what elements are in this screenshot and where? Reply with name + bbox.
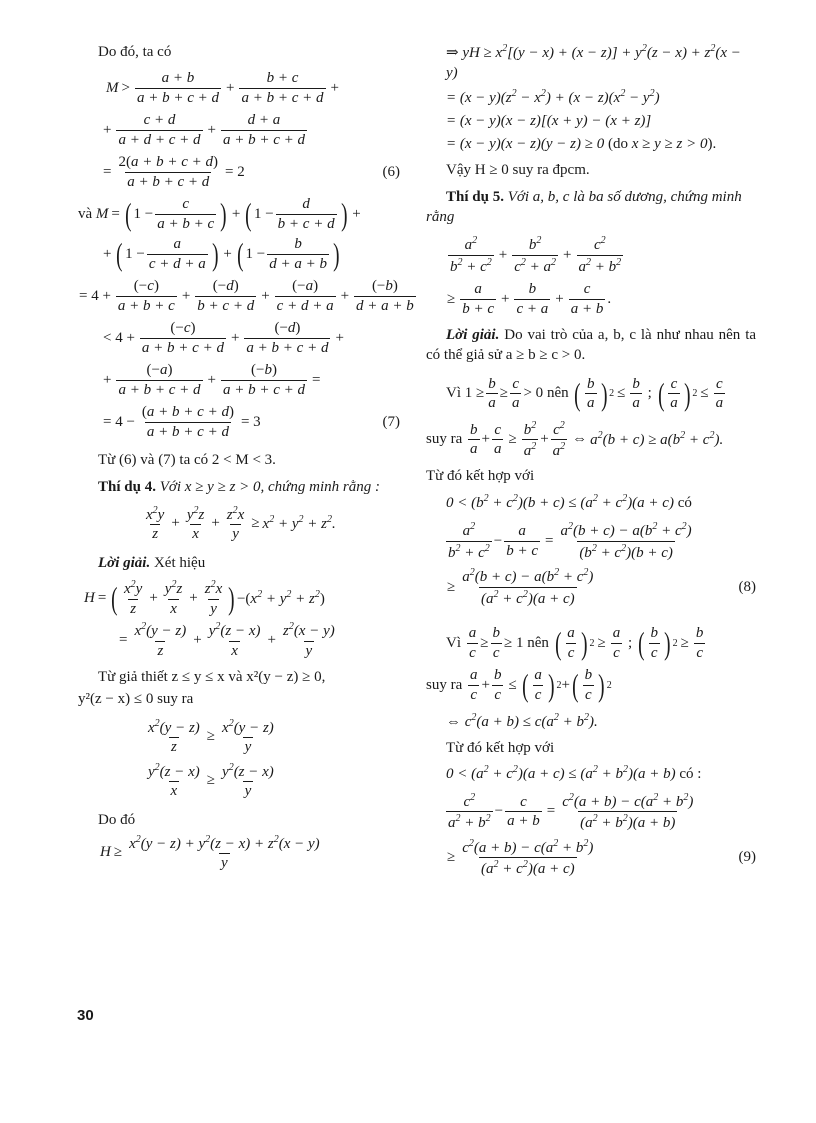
eq-diff-1: $\frac{a^2}{b^2 + c^2}$ − $\frac{a}{b + c}$ = $\frac{a^2(b + c) - a(b^2 + c^2)}{(b^2 + c^2)(b + c)}$ (448, 521, 692, 561)
tu-do-ket-hop-2: Từ đó kết hợp với (446, 740, 555, 757)
solution-4 (98, 553, 400, 573)
eq-vi-2: Vì $\frac{a}{c}$ ≥ $\frac{b}{c}$ ≥ 1 nên ( $\frac{a}{c}$ ) 2 ≥ $\frac{a}{c}$ ; ( $\frac{b}{c}$ ) 2 ≥ $\frac{b}{c}$ (446, 625, 704, 661)
solution4-label: Lời giải. (98, 554, 151, 571)
eq-example5-rhs: ≥ $\frac{a}{b + c}$ + $\frac{b}{c + a}$ + $\frac{c}{a + b}$ . (447, 281, 612, 317)
eq-six: = $\frac{2(a + b + c + d)}{a + b + c + d}$ = 2 (6) (103, 154, 400, 190)
eq-m-equals-cont: + ( 1 − $\frac{a}{c + d + a}$ ) + ( 1 − $\frac{b}{d + a + b}$ ) (103, 236, 340, 273)
eq-suy-ra-2: suy ra $\frac{a}{c}$ + $\frac{b}{c}$ ≤ ( $\frac{a}{c}$ ) 2 + ( $\frac{b}{c}$ ) 2 (426, 667, 612, 703)
eq-example4-statement: $\frac{x^2y}{z}$ + $\frac{y^2z}{x}$ + $\frac{z^2x}{y}$ ≥ $x^2 + y^2 + z^2$. (146, 504, 336, 543)
eq7-label: (7) (382, 413, 400, 430)
intro-text: Do đó, ta có (98, 44, 172, 60)
example4-text: Với x ≥ y ≥ z > 0, chứng minh rằng : (159, 478, 380, 495)
eq-h-expand: = $\frac{x^2(y - z)}{z}$ + $\frac{y^2(z - x)}{x}$ + $\frac{z^2(x - y)}{y}$ (119, 621, 335, 659)
do-do-text: Do đó (98, 811, 136, 828)
right-column (426, 42, 756, 878)
hypothesis-line-1: Từ giả thiết z ≤ y ≤ x và x²(y − z) ≥ 0, (98, 669, 326, 685)
eq6-label: (6) (382, 163, 400, 180)
nen-label-1: nên (546, 385, 569, 401)
eq-nine: ≥ $\frac{c^2(a + b) - c(a^2 + b^2)}{(a^2 + c^2)(a + c)}$ (9) (447, 837, 756, 878)
eq-diff-2: $\frac{c^2}{a^2 + b^2}$ − $\frac{c}{a + b}$ = $\frac{c^2(a + b) - c(a^2 + b^2)}{(a^2 + b^2)(a + b)}$ (448, 791, 694, 832)
example5-text: Với a, b, c là ba số dương, chứng minh rằng (426, 188, 742, 225)
eq-m-equals: và M = ( 1 − $\frac{c}{a + b + c}$ ) + ( 1 − $\frac{d}{b + c + d}$ ) + (78, 196, 361, 233)
suy-ra-label-1: suy ra (426, 431, 463, 447)
eq-yh-3: = (x − y)(x − z)[(x + y) − (x + z)] (446, 112, 652, 129)
vi-label-2: Vì (446, 634, 461, 651)
eq-positive-1: $0 < (b^2 + c^2)(b + c) \le (a^2 + c^2)(a + c)$ có (446, 492, 692, 511)
tu-do-ket-hop-1: Từ đó kết hợp với (426, 467, 535, 484)
solution4-text: Xét hiệu (153, 554, 206, 571)
eq-seven: = 4 − $\frac{(a + b + c + d)}{a + b + c + d}$ = 3 (7) (103, 404, 400, 440)
solution5-label: Lời giải. (446, 327, 500, 343)
eq8-label: (8) (738, 578, 756, 595)
eq9-label: (9) (738, 849, 756, 866)
eq-positive-2: $0 < (a^2 + c^2)(a + c) \le (a^2 + b^2)(a + b)$ có : (446, 763, 702, 782)
eq-less-than: < 4 + $\frac{(-c)}{a + b + c + d}$ + $\frac{(-d)}{a + b + c + d}$ + (103, 320, 344, 356)
example-4 (98, 477, 400, 497)
page-number: 30 (77, 1007, 94, 1024)
eq-yh-2: = $(x - y)(z^2 - x^2) + (x - z)(x^2 - y^2)$ (446, 87, 660, 106)
vi-label-1: Vì (446, 385, 461, 401)
nen-label-2: nên (527, 634, 549, 651)
solution5-text: Do vai trò của a, b, c là như nhau nên ta có thể giả sử a ≥ b ≥ c > 0. (426, 327, 757, 364)
example-5 (426, 187, 756, 228)
eq-m-greater-cont: + $\frac{c + d}{a + d + c + d}$ + $\frac{d + a}{a + b + c + d}$ (103, 112, 305, 148)
eq-h-def: H = ( $\frac{x^2y}{z}$ + $\frac{y^2z}{x}$ + $\frac{z^2x}{y}$ ) $-(x^2 + y^2 + z^2)$ (84, 579, 325, 617)
eq-yh-1: ⇒ yH ≥ $x^2[(y - x) + (x - z)] + y^2(z - x) + z^2(x - y)$ (446, 43, 741, 82)
conclusion-6-7: Từ (6) và (7) ta có 2 < M < 3. (98, 452, 276, 469)
solution-5 (426, 325, 756, 366)
eq-m-greater: M > $\frac{a + b}{a + b + c + d}$ + $\frac{b + c}{a + b + c + d}$ + (106, 70, 339, 106)
eq-suy-ra-1: suy ra $\frac{b}{a}$ + $\frac{c}{a}$ ≥ $\frac{b^2}{a^2}$ + $\frac{c^2}{a^2}$ ⇔ $a^2(b + c) \ge a(b^2 + c^2)$. (426, 419, 724, 459)
eq-vi-1: Vì 1 ≥ $\frac{b}{a}$ ≥ $\frac{c}{a}$ > 0 nên ( $\frac{b}{a}$ ) 2 ≤ $\frac{b}{a}$ ; ( $\frac{c}{a}$ ) 2 ≤ $\frac{c}{a}$ (446, 375, 724, 412)
eq-four-sum: = 4 + $\frac{(-c)}{a + b + c}$ + $\frac{(-d)}{b + c + d}$ + $\frac{(-a)}{c + d + a}$ + $\frac{(-b)}{d + a + b}$ (79, 278, 414, 314)
hypothesis-line-2: y²(z − x) ≤ 0 suy ra (78, 691, 194, 708)
ineq-x2: $\frac{x^2(y - z)}{z}$ ≥ $\frac{x^2(y - z)}{y}$ (148, 717, 274, 755)
example4-title: Thí dụ 4. (98, 478, 156, 495)
eq-yh-4: = (x − y)(x − z)(y − z) ≥ 0 (do x ≥ y ≥ z > 0). (446, 136, 717, 152)
eq-eight: ≥ $\frac{a^2(b + c) - a(b^2 + c^2)}{(a^2 + c^2)(a + c)}$ (8) (447, 567, 756, 607)
eq-equiv-2: ⇔ $c^2(a + b) \le c(a^2 + b^2)$. (446, 712, 598, 730)
left-column (78, 42, 414, 872)
eq-h-ge: H ≥ $\frac{x^2(y - z) + y^2(z - x) + z^2(x - y)}{y}$ (100, 833, 320, 872)
eq-less-than-cont: + $\frac{(-a)}{a + b + c + d}$ + $\frac{(-b)}{a + b + c + d}$ = (103, 362, 321, 398)
conclusion-h: Vậy H ≥ 0 suy ra đpcm. (446, 162, 590, 179)
eq-example5-lhs: $\frac{a^2}{b^2 + c^2}$ + $\frac{b^2}{c^2 + a^2}$ + $\frac{c^2}{a^2 + b^2}$ (450, 235, 622, 275)
example5-title: Thí dụ 5. (446, 188, 504, 205)
ineq-y2: $\frac{y^2(z - x)}{x}$ ≥ $\frac{y^2(z - x)}{y}$ (148, 761, 274, 799)
suy-ra-label-2: suy ra (426, 676, 463, 693)
